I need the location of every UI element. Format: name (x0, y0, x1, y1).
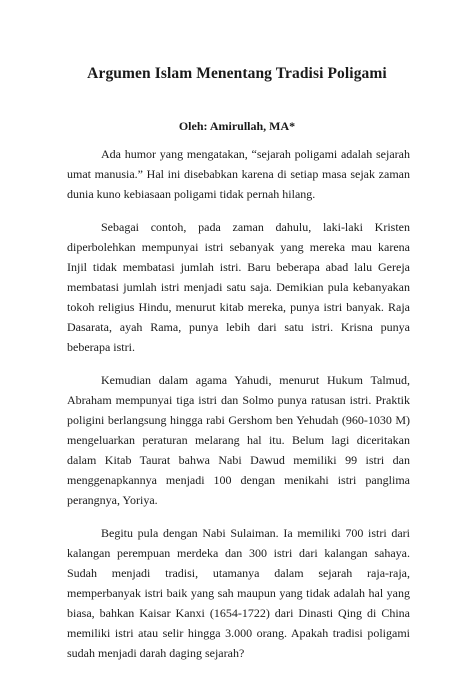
paragraph-3: Kemudian dalam agama Yahudi, menurut Hukum Talmud, Abraham mempunyai tiga istri dan Solmo punya ratusan istri. Praktik poligini berlangsung hingga rabi Gershom ben Yehudah (960-1030 M) mengeluarkan peraturan melarang hal itu. Belum lagi diceritakan dalam Kitab Taurat bahwa Nabi Dawud memiliki 99 istri dan menggenapkannya menjadi 100 dengan menikahi istri panglima perangnya, Yoriya. (67, 373, 410, 507)
article-body (67, 144, 410, 676)
author-line: Oleh: Amirullah, MA* (178, 119, 296, 133)
paragraph-2: Sebagai contoh, pada zaman dahulu, laki-laki Kristen diperbolehkan mempunyai istri sebanyak yang mereka mau karena Injil tidak membatasi jumlah istri. Baru beberapa abad lalu Gereja membatasi jumlah istri menjadi satu saja. Demikian pula kebanyakan tokoh religius Hindu, menurut kitab mereka, punya istri banyak. Raja Dasarata, ayah Rama, punya lebih dari satu istri. Krisna punya beberapa istri. (67, 220, 410, 354)
paragraph-1: Ada humor yang mengatakan, “sejarah poligami adalah sejarah umat manusia.” Hal ini disebabkan karena di setiap masa sejak zaman dunia kuno kebiasaan poligami tidak pernah hilang. (67, 147, 410, 201)
document-title: Argumen Islam Menentang Tradisi Poligami (87, 65, 387, 82)
paragraph-4: Begitu pula dengan Nabi Sulaiman. Ia memiliki 700 istri dari kalangan perempuan merdeka dan 300 istri dari kalangan sahaya. Sudah menjadi tradisi, utamanya dalam sejarah raja-raja, memperbanyak istri baik yang sah maupun yang tidak adalah hal yang biasa, bahkan Kaisar Kanxi (1654-1722) dari Dinasti Qing di China memiliki istri atau selir hingga 3.000 orang. Apakah tradisi poligami sudah menjadi darah daging sejarah? (67, 526, 410, 660)
